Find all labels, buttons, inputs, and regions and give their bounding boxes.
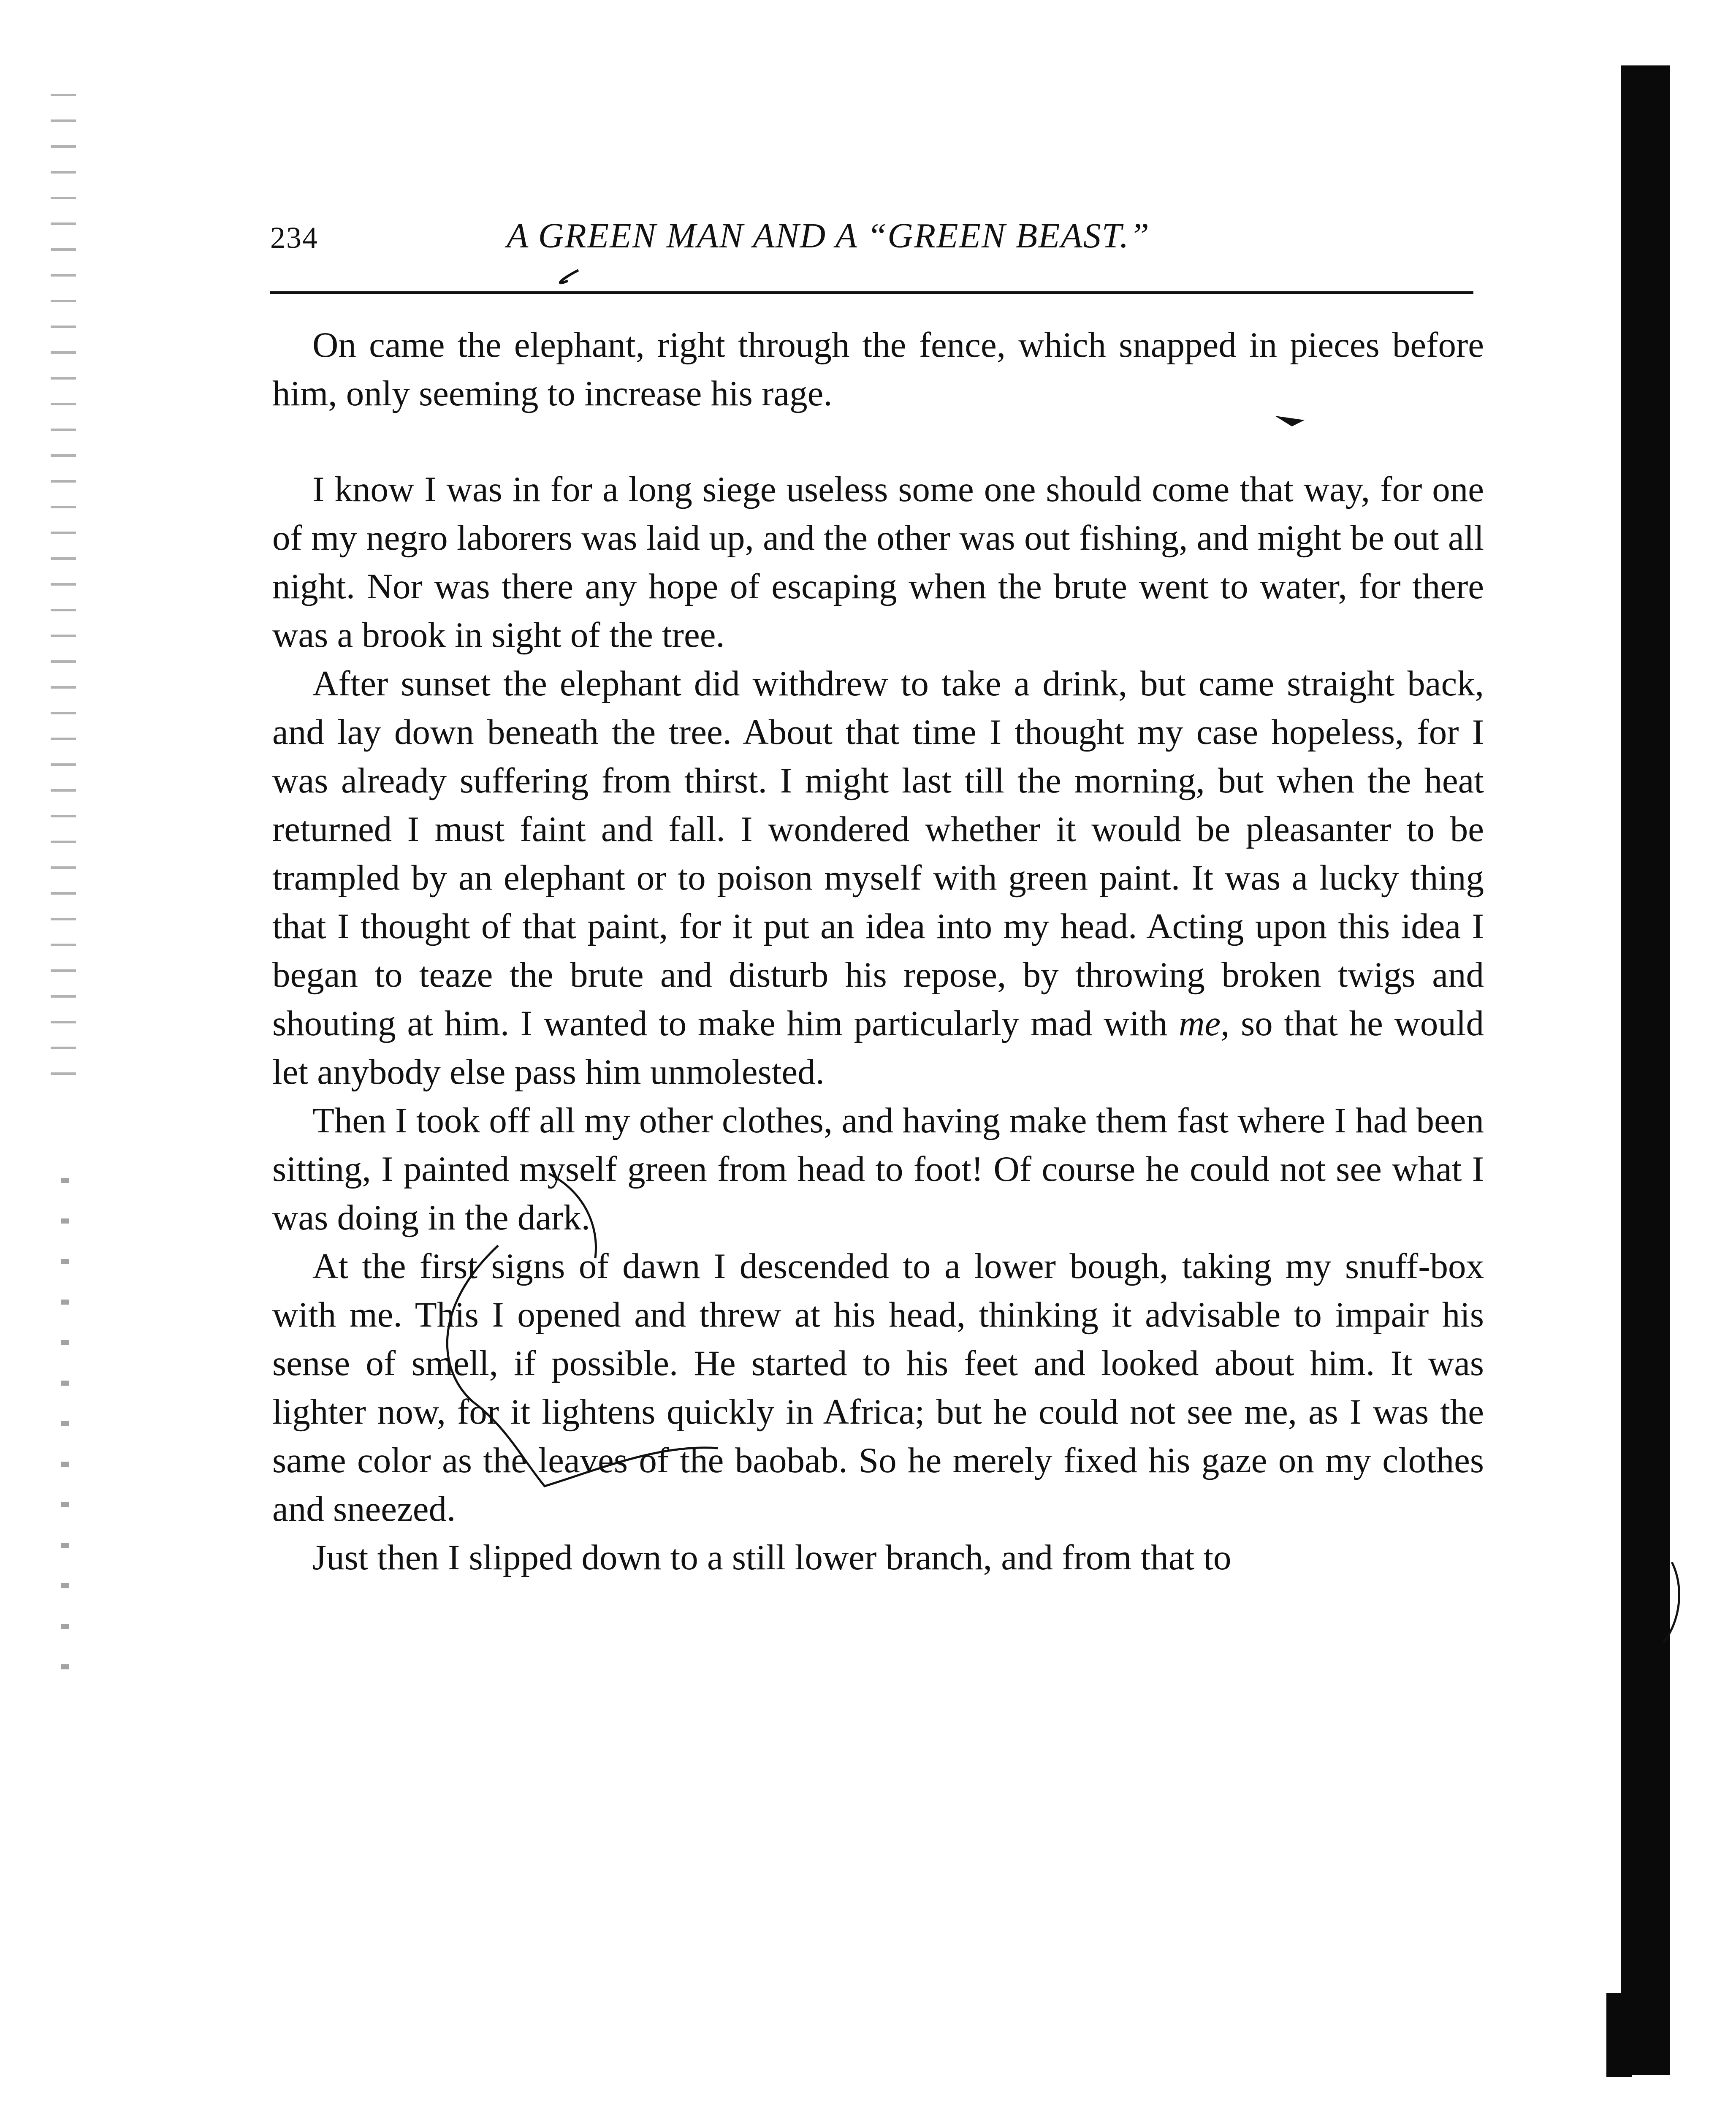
binding-marks [51,84,76,1098]
paragraph-3 [272,659,1484,1096]
paragraph-6: Just then I slipped down to a still lower branch, and from that to [312,1538,1231,1577]
paragraph-3-emphasis: me, [1178,1004,1230,1043]
body-text [272,321,1484,1582]
paragraph-1: On came the elephant, right through the fence, which snapped in pieces before him, only seeming to increase his rage. [272,325,1484,413]
paragraph-3-text-b: so that he would let anybody else pass him unmolested. [272,1004,1484,1092]
paragraph-4: Then I took off all my other clothes, and having make them fast where I had been sitting, I painted myself green from head to foot! Of course he could not see what I was doing in the dark. [272,1101,1484,1237]
paragraph-2: I know I was in for a long siege useless some one should come that way, for one of my negro laborers was laid up, and the other was out fishing, and might be out all night. Nor was there any hope of escaping when the brute went to water, for there was a brook in sight of the tree. [272,469,1484,655]
paragraph-5: At the first signs of dawn I descended to a lower bough, taking my snuff-box with me. This I opened and threw at his head, thinking it advisable to impair his sense of smell, if possible. He started to his feet and looked about him. It was lighter now, for it lightens quickly in Africa; but he could not see me, as I was the same color as the leaves of the baobab. So he merely fixed his gaze on my clothes and sneezed. [272,1246,1484,1529]
running-head: A GREEN MAN AND A “GREEN BEAST.” [507,216,1150,255]
scan-edge-bar-tail [1606,1993,1632,2077]
header-rule [270,291,1473,294]
paragraph-3-text-a: After sunset the elephant did withdrew to take a drink, but came straight back, and lay down beneath the tree. About that time I thought my case hopeless, for I was already suffering from thirst. I might last till the morning, but when the heat returned I must faint and fall. I wondered whether it would be pleasanter to be trampled by an elephant or to poison myself with green paint. It was a lucky thing that I thought of that paint, for it put an idea into my head. Acting upon this idea I began to teaze the brute and disturb his repose, by throwing broken twigs and shouting at him. I wanted to make him particularly mad with [272,664,1484,1043]
page-number: 234 [270,221,318,255]
binding-marks-lower [61,1161,69,1689]
page-header [270,211,1478,262]
scan-edge-bar [1621,65,1670,2075]
